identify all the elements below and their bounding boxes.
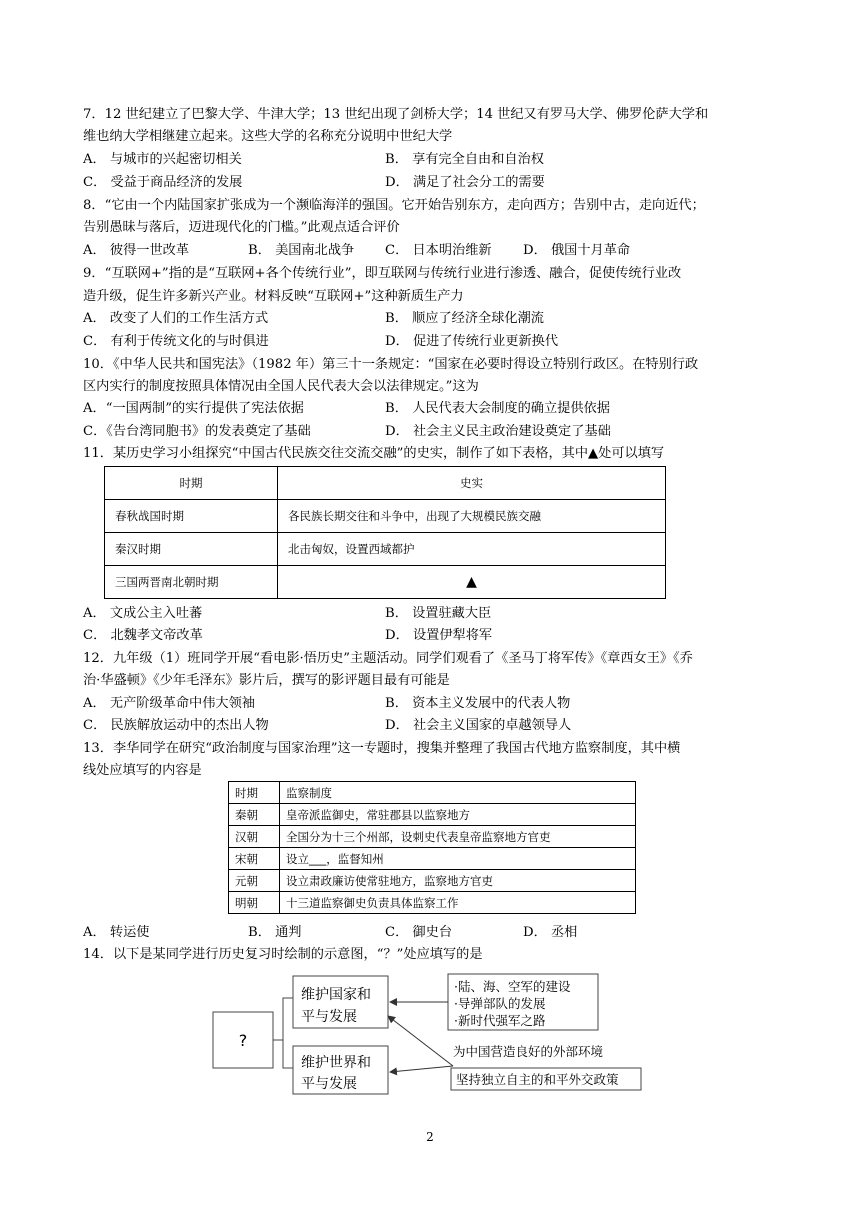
table-row [229, 892, 636, 914]
q7-option-d: D． 满足了社会分工的需要 [385, 175, 545, 190]
q13-table [228, 781, 636, 914]
q8-option-c: C． 日本明治维新 [385, 243, 492, 258]
q11-option-c: C． 北魏孝文帝改革 [83, 628, 203, 643]
q13-stem-line1: 13．李华同学在研究“政治制度与国家治理”这一专题时，搜集并整理了我国古代地方监察制度，其中横 [83, 741, 681, 756]
table-header-cell: 时期 [105, 467, 278, 500]
q7-option-a: A． 与城市的兴起密切相关 [83, 152, 242, 167]
q10-stem-line1: 10．《中华人民共和国宪法》（1982 年）第三十一条规定：“国家在必要时得设立特别行政区。在特别行政 [83, 357, 699, 372]
q13-option-c: C． 御史台 [385, 925, 453, 940]
table-row [229, 848, 636, 870]
table-cell: 全国分为十三个州部，设刺史代表皇帝监察地方官吏 [280, 826, 636, 848]
q10-option-a: A．“一国两制”的实行提供了宪法依据 [83, 401, 304, 416]
table-cell: 北击匈奴，设置西域都护 [278, 533, 666, 566]
q12-option-c: C． 民族解放运动中的杰出人物 [83, 718, 269, 733]
q11-table [104, 466, 666, 599]
table-cell: 设立肃政廉访使常驻地方，监察地方官吏 [280, 870, 636, 892]
list1-item: ·导弹部队的发展 [454, 996, 546, 1011]
table-row [105, 533, 666, 566]
q13-option-d: D． 丞相 [523, 925, 578, 940]
table-row [105, 500, 666, 533]
q9-option-b: B． 顺应了经济全球化潮流 [385, 311, 544, 326]
q7-stem-line2: 维也纳大学相继建立起来。这些大学的名称充分说明中世纪大学 [83, 129, 453, 144]
box1-line2: 平与发展 [301, 1009, 357, 1025]
arrow-line [388, 1016, 453, 1066]
q8-option-b: B． 美国南北战争 [248, 243, 355, 258]
connector-line [283, 1040, 293, 1068]
table-cell: 秦朝 [229, 804, 280, 826]
q8-option-a: A． 彼得一世改革 [83, 243, 190, 258]
q13-option-a: A． 转运使 [83, 925, 150, 940]
table-cell: 秦汉时期 [105, 533, 278, 566]
q13-option-b: B． 通判 [248, 925, 302, 940]
q10-stem-line2: 区内实行的制度按照具体情况由全国人民代表大会以法律规定。”这为 [83, 379, 479, 394]
box2-line2: 平与发展 [301, 1076, 357, 1092]
table-cell: 宋朝 [229, 848, 280, 870]
table-cell: 皇帝派监御史，常驻郡县以监察地方 [280, 804, 636, 826]
q12-option-d: D． 社会主义国家的卓越领导人 [385, 718, 572, 733]
list1-item: ·陆、海、空军的建设 [454, 979, 571, 994]
table-header-row [105, 467, 666, 500]
q12-stem-line2: 治·华盛顿》《少年毛泽东》影片后，撰写的影评题目最有可能是 [83, 673, 450, 688]
q13-stem-line2: 线处应填写的内容是 [83, 763, 202, 778]
table-header-row [229, 782, 636, 804]
table-cell: 各民族长期交往和斗争中，出现了大规模民族交融 [278, 500, 666, 533]
table-row [229, 826, 636, 848]
q7-option-c: C． 受益于商品经济的发展 [83, 175, 243, 190]
table-cell: 明朝 [229, 892, 280, 914]
q14-stem: 14．以下是某同学进行历史复习时绘制的示意图，“？”处应填写的是 [83, 947, 483, 962]
table-row [105, 566, 666, 599]
q11-stem: 11．某历史学习小组探究“中国古代民族交往交流交融”的史实，制作了如下表格，其中▲处可以填写 [83, 446, 665, 461]
q11-option-d: D． 设置伊犁将军 [385, 628, 493, 643]
q8-stem-line2: 告别愚昧与落后，迈进现代化的门槛。”此观点适合评价 [83, 220, 400, 235]
table-cell: 元朝 [229, 870, 280, 892]
q9-stem-line1: 9．“互联网+”指的是“互联网+各个传统行业”，即互联网与传统行业进行渗透、融合，促使传统行业改 [83, 266, 682, 281]
q8-option-d: D． 俄国十月革命 [523, 243, 631, 258]
table-header-cell: 监察制度 [280, 782, 636, 804]
list1-item: ·新时代强军之路 [454, 1013, 546, 1028]
center-question-mark: ? [238, 1031, 248, 1050]
q12-stem-line1: 12．九年级（1）班同学开展“看电影·悟历史”主题活动。同学们观看了《圣马丁将军传》《章西女王》《乔 [83, 651, 693, 666]
q11-option-b: B． 设置驻藏大臣 [385, 606, 492, 621]
q7-option-b: B． 享有完全自由和自治权 [385, 152, 544, 167]
q9-stem-line2: 造升级，促生许多新兴产业。材料反映“互联网+”这种新质生产力 [83, 289, 464, 304]
q11-option-a: A． 文成公主入吐蕃 [83, 606, 203, 621]
q12-option-b: B． 资本主义发展中的代表人物 [385, 696, 571, 711]
q12-option-a: A． 无产阶级革命中伟大领袖 [83, 696, 255, 711]
table-cell: 汉朝 [229, 826, 280, 848]
note-foreign-policy: 坚持独立自主的和平外交政策 [456, 1072, 619, 1087]
q9-option-c: C． 有利于传统文化的与时俱进 [83, 334, 269, 349]
note-external-environment: 为中国营造良好的外部环境 [453, 1044, 604, 1059]
q14-diagram [205, 966, 655, 1096]
table-cell: 春秋战国时期 [105, 500, 278, 533]
q9-option-a: A． 改变了人们的工作生活方式 [83, 311, 269, 326]
arrow-line [390, 1066, 453, 1072]
table-header-cell: 史实 [278, 467, 666, 500]
table-cell: 三国两晋南北朝时期 [105, 566, 278, 599]
q10-option-d: D． 社会主义民主政治建设奠定了基础 [385, 424, 611, 439]
connector-line [273, 998, 293, 1040]
q8-stem-line1: 8．“它由一个内陆国家扩张成为一个濒临海洋的强国。它开始告别东方，走向西方；告别中古，走向近代； [83, 198, 705, 213]
q10-option-c: C．《告台湾同胞书》的发表奠定了基础 [83, 424, 311, 439]
q10-option-b: B． 人民代表大会制度的确立提供依据 [385, 401, 610, 416]
table-row [229, 804, 636, 826]
box2-line1: 维护世界和 [301, 1055, 371, 1071]
q9-option-d: D． 促进了传统行业更新换代 [385, 334, 559, 349]
triangle-placeholder-cell: ▲ [278, 566, 666, 599]
table-header-cell: 时期 [229, 782, 280, 804]
page-number: 2 [426, 1130, 434, 1144]
box1-line1: 维护国家和 [301, 987, 371, 1003]
q7-stem-line1: 7．12 世纪建立了巴黎大学、牛津大学；13 世纪出现了剑桥大学；14 世纪又有罗马大学、佛罗伦萨大学和 [83, 107, 709, 122]
table-row [229, 870, 636, 892]
table-cell: 十三道监察御史负责具体监察工作 [280, 892, 636, 914]
table-cell: 设立___，监督知州 [280, 848, 636, 870]
